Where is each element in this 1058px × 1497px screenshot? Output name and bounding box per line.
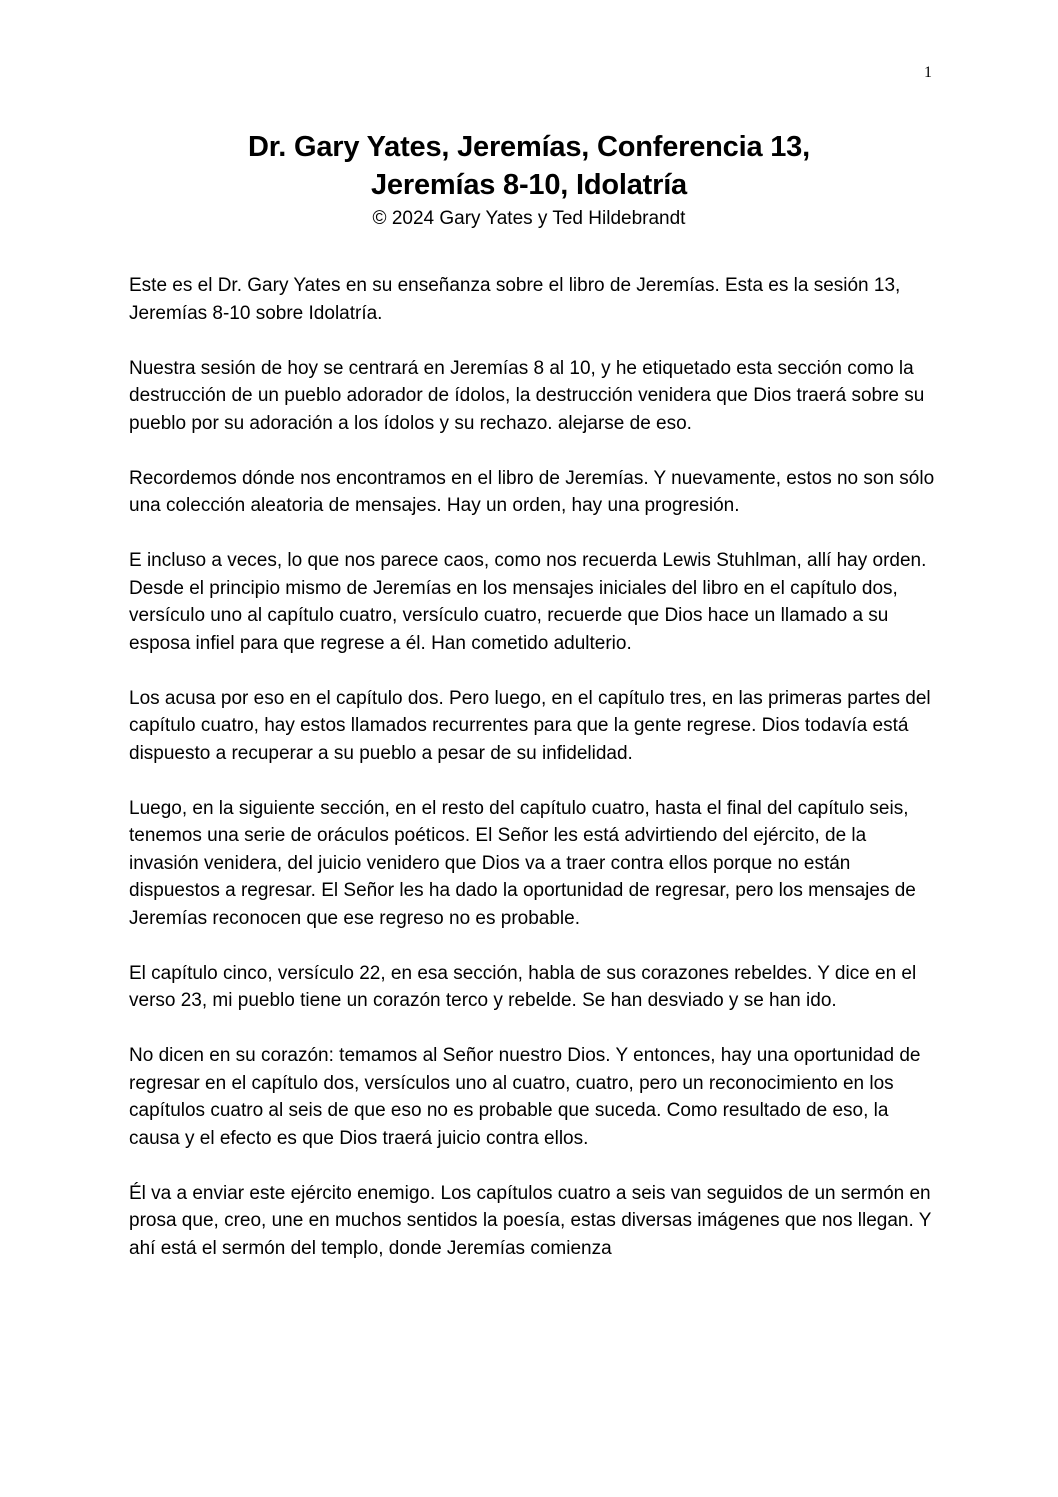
document-header (0, 128, 1058, 232)
paragraph: No dicen en su corazón: temamos al Señor nuestro Dios. Y entonces, hay una oportunidad de regresar en el capítulo dos, versículos uno al cuatro, cuatro, pero un reconocimiento en los capítulos cuatro al seis de que eso no es probable que suceda. Como resultado de eso, la causa y el efecto es que Dios traerá juicio contra ellos. (129, 1045, 921, 1149)
paragraph: Los acusa por eso en el capítulo dos. Pero luego, en el capítulo tres, en las primeras partes del capítulo cuatro, hay estos llamados recurrentes para que la gente regrese. Dios todavía está dispuesto a recuperar a su pueblo a pesar de su infidelidad. (129, 687, 931, 764)
document-title-line-1: Dr. Gary Yates, Jeremías, Conferencia 13, (248, 131, 810, 163)
document-title-line-2: Jeremías 8-10, Idolatría (371, 169, 687, 201)
paragraph: Él va a enviar este ejército enemigo. Los capítulos cuatro a seis van seguidos de un sermón en prosa que, creo, une en muchos sentidos la poesía, estas diversas imágenes que nos llegan. Y ahí está el sermón del templo, donde Jeremías comienza (129, 1182, 932, 1259)
paragraph: Recordemos dónde nos encontramos en el libro de Jeremías. Y nuevamente, estos no son sólo una colección aleatoria de mensajes. Hay un orden, hay una progresión. (129, 467, 935, 516)
document-body (129, 272, 937, 1290)
paragraph: Luego, en la siguiente sección, en el resto del capítulo cuatro, hasta el final del capítulo seis, tenemos una serie de oráculos poéticos. El Señor les está advirtiendo del ejército, de la invasión venidera, del juicio venidero que Dios va a traer contra ellos porque no están dispuestos a regresar. El Señor les ha dado la oportunidad de regresar, pero los mensajes de Jeremías reconocen que ese regreso no es probable. (129, 797, 916, 929)
paragraph: El capítulo cinco, versículo 22, en esa sección, habla de sus corazones rebeldes. Y dice en el verso 23, mi pueblo tiene un corazón terco y rebelde. Se han desviado y se han ido. (129, 962, 917, 1011)
copyright-notice: © 2024 Gary Yates y Ted Hildebrandt (372, 208, 686, 229)
paragraph: Nuestra sesión de hoy se centrará en Jeremías 8 al 10, y he etiquetado esta sección como la destrucción de un pueblo adorador de ídolos, la destrucción venidera que Dios traerá sobre su pueblo por su adoración a los ídolos y su rechazo. alejarse de eso. (129, 357, 925, 434)
page-number: 1 (924, 64, 932, 81)
paragraph: Este es el Dr. Gary Yates en su enseñanza sobre el libro de Jeremías. Esta es la sesión 13, Jeremías 8-10 sobre Idolatría. (129, 275, 901, 324)
paragraph: E incluso a veces, lo que nos parece caos, como nos recuerda Lewis Stuhlman, allí hay orden. Desde el principio mismo de Jeremías en los mensajes iniciales del libro en el capítulo dos, versículo uno al capítulo cuatro, versículo cuatro, recuerde que Dios hace un llamado a su esposa infiel para que regrese a él. Han cometido adulterio. (129, 550, 927, 654)
